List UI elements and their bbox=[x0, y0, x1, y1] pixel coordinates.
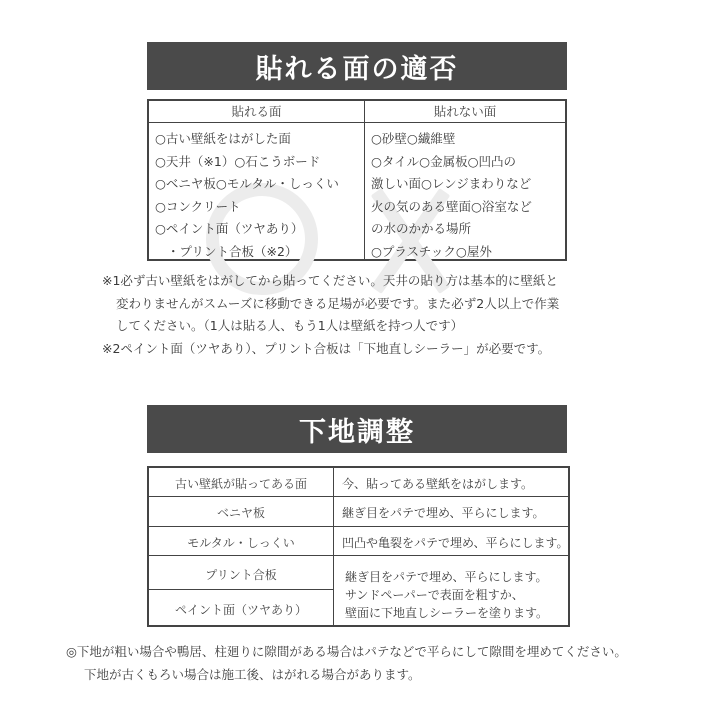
row-label: ベニヤ板 bbox=[216, 506, 265, 520]
desc-line: 継ぎ目をパテで埋め、平らにします。 bbox=[345, 570, 548, 584]
ng-surface-list bbox=[371, 128, 532, 263]
row-divider bbox=[149, 496, 568, 497]
preparation-table bbox=[147, 466, 570, 627]
preparation-notes bbox=[66, 640, 706, 686]
row-divider bbox=[149, 555, 568, 556]
merged-desc bbox=[345, 568, 548, 622]
note-line: ◎下地が粗い場合や鴨居、柱廻りに隙間がある場合はパテなどで平らにして隙間を埋めてください。 bbox=[66, 644, 627, 659]
row-divider bbox=[149, 526, 568, 527]
list-item: ○タイル○金属板○凹凸の bbox=[371, 153, 516, 169]
list-item: ・プリント合板（※2） bbox=[167, 243, 298, 259]
row-label: モルタル・しっくい bbox=[187, 536, 295, 550]
list-item: ○プラスチック○屋外 bbox=[371, 243, 492, 259]
column-divider bbox=[333, 468, 334, 625]
suitability-table bbox=[147, 99, 567, 261]
desc-line: サンドペーパーで表面を粗すか、 bbox=[345, 588, 524, 602]
ng-column-header: 貼れない面 bbox=[433, 104, 497, 119]
list-item: の水のかかる場所 bbox=[371, 221, 472, 236]
row-desc: 継ぎ目をパテで埋め、平らにします。 bbox=[342, 506, 545, 520]
section-title-suitability: 貼れる面の適否 bbox=[147, 42, 567, 90]
note-line: 下地が古くもろい場合は施工後、はがれる場合があります。 bbox=[84, 667, 421, 682]
ok-surface-list bbox=[155, 128, 339, 263]
column-divider bbox=[364, 101, 365, 259]
desc-line: 壁面に下地直しシーラーを塗ります。 bbox=[345, 606, 549, 620]
note-line: ※2ペイント面（ツヤあり）、プリント合板は「下地直しシーラー」が必要です。 bbox=[102, 340, 551, 356]
row-label: プリント合板 bbox=[205, 568, 277, 582]
row-desc: 今、貼ってある壁紙をはがします。 bbox=[342, 477, 534, 491]
ok-column-header: 貼れる面 bbox=[231, 104, 282, 119]
note-line: してください。（1人は貼る人、もう1人は壁紙を持つ人です） bbox=[116, 318, 464, 333]
list-item: ○古い壁紙をはがした面 bbox=[155, 131, 291, 146]
list-item: ○ペイント面（ツヤあり） bbox=[155, 221, 304, 236]
row-label: 古い壁紙が貼ってある面 bbox=[174, 477, 307, 491]
note-line: 変わりませんがスムーズに移動できる足場が必要です。また必ず2人以上で作業 bbox=[116, 295, 560, 311]
list-item: ○ベニヤ板○モルタル・しっくい bbox=[155, 176, 339, 191]
row-label: ペイント面（ツヤあり） bbox=[174, 603, 307, 617]
list-item: ○天井（※1）○石こうボード bbox=[155, 153, 321, 169]
list-item: 激しい面○レンジまわりなど bbox=[371, 176, 532, 191]
note-line: ※1必ず古い壁紙をはがしてから貼ってください。天井の貼り方は基本的に壁紙と bbox=[102, 273, 558, 288]
row-desc: 凹凸や亀裂をパテで埋め、平らにします。 bbox=[342, 536, 569, 550]
list-item: ○砂壁○繊維壁 bbox=[371, 131, 456, 146]
list-item: 火の気のある壁面○浴室など bbox=[371, 198, 532, 214]
row-divider bbox=[149, 589, 333, 590]
list-item: ○コンクリート bbox=[155, 198, 241, 214]
section-title-preparation: 下地調整 bbox=[147, 405, 567, 453]
header-divider bbox=[149, 122, 565, 123]
suitability-notes bbox=[102, 270, 642, 360]
